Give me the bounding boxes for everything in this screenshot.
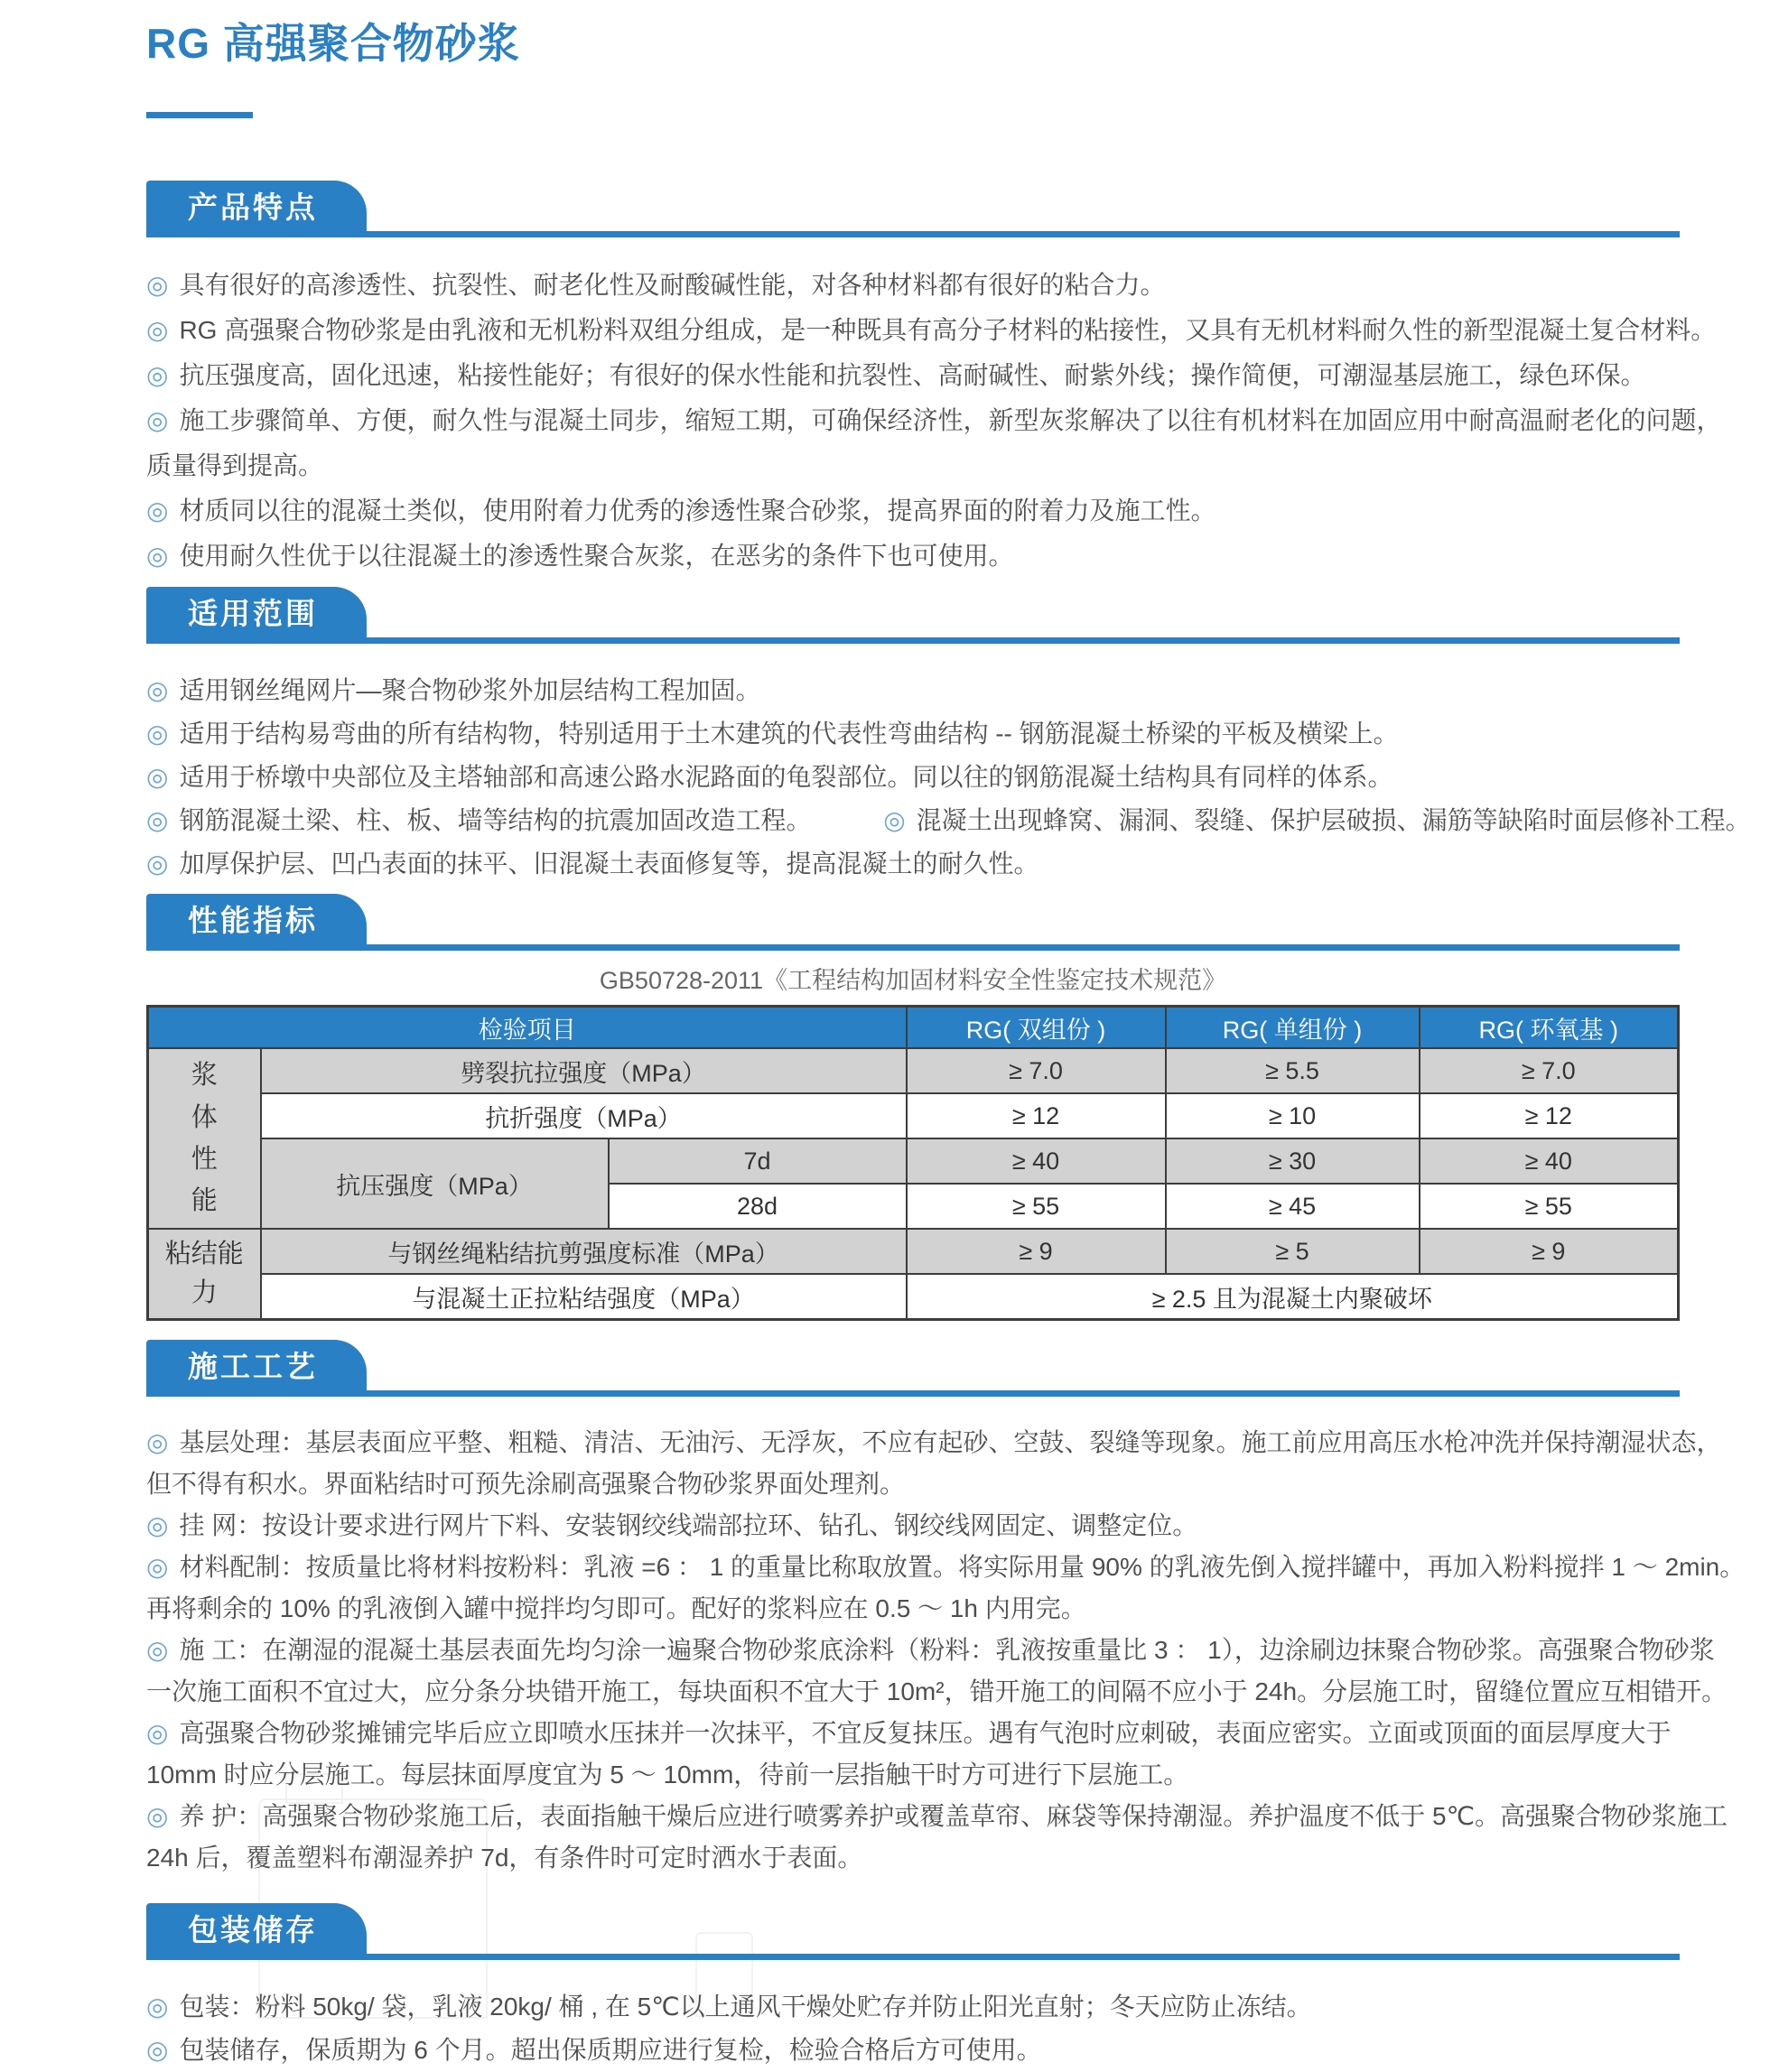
list-item-text: 施 工：在潮湿的混凝土基层表面先均匀涂一遍聚合物砂浆底涂料（粉料：乳液按重量比 3 ： 1），边涂刷边抹聚合物砂浆。高强聚合物砂浆: [179, 1636, 1715, 1664]
list-item-continuation: [146, 1754, 1680, 1796]
list-item-text: RG 高强聚合物砂浆是由乳液和无机粉料双组分组成，是一种既具有高分子材料的粘接性，又具有无机材料耐久性的新型混凝土复合材料。: [179, 316, 1717, 344]
row-label: 与混凝土正拉粘结强度（MPa）: [261, 1274, 907, 1320]
row-label: 抗折强度（MPa）: [261, 1093, 907, 1138]
section-badge-performance: 性能指标: [146, 894, 367, 951]
row-label: 劈裂抗拉强度（MPa）: [261, 1048, 907, 1093]
cell-value: ≥ 5.5: [1166, 1048, 1420, 1093]
table-row: [148, 1093, 1679, 1138]
list-item-text: 抗压强度高，固化迅速，粘接性能好；有很好的保水性能和抗裂性、高耐碱性、耐紫外线；操作简便，可潮湿基层施工，绿色环保。: [179, 361, 1646, 389]
cell-value: ≥ 55: [1420, 1184, 1679, 1229]
bullet-icon: ◎: [146, 720, 169, 748]
bullet-icon: ◎: [146, 850, 169, 878]
table-row: [148, 1229, 1679, 1274]
list-item-text: 适用于结构易弯曲的所有结构物，特别适用于土木建筑的代表性弯曲结构 -- 钢筋混凝土桥梁的平板及横梁上。: [179, 720, 1399, 748]
title-underline: [146, 112, 253, 118]
list-item: [146, 842, 1680, 886]
cell-value: ≥ 5: [1166, 1229, 1420, 1274]
cell-value: ≥ 7.0: [907, 1048, 1166, 1093]
list-item-continuation: [146, 443, 1680, 488]
section-header-scope: [146, 581, 1680, 644]
list-item-text: 再将剩余的 10% 的乳液倒入罐中搅拌均匀即可。配好的浆料应在 0.5 ～ 1h 内用完。: [146, 1594, 1086, 1622]
list-item-text: 材质同以往的混凝土类似，使用附着力优秀的渗透性聚合砂浆，提高界面的附着力及施工性。: [179, 497, 1216, 525]
table-row: [148, 1274, 1679, 1320]
bullet-icon: ◎: [146, 1636, 169, 1664]
cell-value: ≥ 9: [907, 1229, 1166, 1274]
list-item-continuation: [146, 1588, 1680, 1630]
list-item: [146, 488, 1680, 534]
list-item-text: 质量得到提高。: [146, 451, 324, 479]
list-item-text: 10mm 时应分层施工。每层抹面厚度宜为 5 ～ 10mm，待前一层指触干时方可进行下层施工。: [146, 1761, 1189, 1789]
bullet-icon: ◎: [146, 316, 169, 344]
bullet-icon: ◎: [146, 763, 169, 791]
bullet-icon: ◎: [146, 1993, 169, 2021]
section-header-bar: [146, 944, 1680, 951]
cell-value: ≥ 40: [907, 1138, 1166, 1184]
bullet-icon: ◎: [146, 361, 169, 389]
list-item-text: 包装储存，保质期为 6 个月。超出保质期应进行复检，检验合格后方可使用。: [179, 2036, 1042, 2064]
row-label-compressive: 抗压强度（MPa）: [261, 1138, 609, 1229]
scope-list: [146, 669, 1751, 886]
list-item: [146, 1796, 1728, 1837]
list-item-text: 适用钢丝绳网片—聚合物砂浆外加层结构工程加固。: [179, 676, 761, 704]
list-item-text: 施工步骤简单、方便，耐久性与混凝土同步，缩短工期，可确保经济性，新型灰浆解决了以往有机材料在加固应用中耐高温耐老化的问题，: [179, 406, 1722, 434]
list-item-text: 具有很好的高渗透性、抗裂性、耐老化性及耐酸碱性能，对各种材料都有很好的粘合力。: [179, 271, 1166, 299]
list-item-text: 基层处理：基层表面应平整、粗糙、清洁、无油污、无浮灰，不应有起砂、空鼓、裂缝等现象。施工前应用高压水枪冲洗并保持潮湿状态，: [179, 1428, 1722, 1456]
table-caption: GB50728-2011《工程结构加固材料安全性鉴定技术规范》: [599, 967, 1227, 994]
section-header-bar: [146, 637, 1680, 644]
cell-value: ≥ 9: [1420, 1229, 1679, 1274]
cell-value-merged: ≥ 2.5 且为混凝土内聚破坏: [907, 1274, 1679, 1320]
list-item: [146, 1713, 1680, 1754]
list-item: [146, 1985, 1680, 2029]
list-item: [146, 756, 1680, 799]
row-group-bond: 粘结能力: [148, 1229, 261, 1320]
cell-value: ≥ 45: [1166, 1184, 1420, 1229]
row-group-paste: 浆体性能: [148, 1048, 261, 1229]
list-item-continuation: [146, 1671, 1728, 1713]
bullet-icon: ◎: [146, 1428, 169, 1456]
list-item: [146, 1505, 1680, 1547]
list-item-text: 材料配制：按质量比将材料按粉料：乳液 =6 ： 1 的重量比称取放置。将实际用量 90% 的乳液先倒入搅拌罐中，再加入粉料搅拌 1 ～ 2min。: [179, 1553, 1746, 1581]
bullet-icon: ◎: [146, 271, 169, 299]
list-item: [146, 1547, 1746, 1588]
list-item: [146, 1422, 1722, 1463]
sub-row-label: 28d: [609, 1184, 907, 1229]
bullet-icon: ◎: [883, 806, 906, 834]
cell-value: ≥ 55: [907, 1184, 1166, 1229]
packaging-list: [146, 1985, 1680, 2072]
section-header-performance: [146, 887, 1680, 951]
list-item: [146, 1630, 1715, 1671]
process-list: [146, 1422, 1746, 1879]
sub-row-label: 7d: [609, 1138, 907, 1184]
list-item-continuation: [146, 1463, 1680, 1505]
performance-table: [146, 1005, 1680, 1321]
list-item: [146, 669, 1680, 712]
list-item-text: 适用于桥墩中央部位及主塔轴部和高速公路水泥路面的龟裂部位。同以往的钢筋混凝土结构具有同样的体系。: [179, 763, 1393, 791]
list-item-text: 使用耐久性优于以往混凝土的渗透性聚合灰浆，在恶劣的条件下也可使用。: [179, 542, 1014, 570]
cell-value: ≥ 12: [1420, 1093, 1679, 1138]
list-item-text: 混凝土出现蜂窝、漏洞、裂缝、保护层破损、漏筋等缺陷时面层修补工程。: [916, 806, 1751, 834]
list-item: [146, 308, 1717, 353]
page-title: RG 高强聚合物砂浆: [146, 20, 520, 67]
bullet-icon: ◎: [146, 406, 169, 434]
cell-value: ≥ 7.0: [1420, 1048, 1679, 1093]
list-item-double: [146, 799, 1751, 842]
features-list: [146, 263, 1722, 579]
section-badge-features: 产品特点: [146, 181, 367, 237]
table-row: [148, 1138, 1679, 1184]
section-header-process: [146, 1333, 1680, 1397]
section-header-packaging: [146, 1897, 1680, 1960]
list-item: [146, 353, 1680, 398]
list-item-text: 养 护：高强聚合物砂浆施工后，表面指触干燥后应进行喷雾养护或覆盖草帘、麻袋等保持潮湿。养护温度不低于 5℃。高强聚合物砂浆施工: [179, 1802, 1728, 1830]
col-header-rg1: RG( 单组份 ): [1166, 1007, 1420, 1049]
col-header-rg-epoxy: RG( 环氧基 ): [1420, 1007, 1679, 1049]
list-item-text: 钢筋混凝土梁、柱、板、墙等结构的抗震加固改造工程。: [179, 806, 812, 834]
list-item: [146, 2029, 1680, 2072]
list-item: [146, 398, 1722, 443]
list-item-text: 24h 后，覆盖塑料布潮湿养护 7d，有条件时可定时洒水于表面。: [146, 1844, 863, 1872]
section-header-bar: [146, 1954, 1680, 1960]
list-item: [146, 712, 1680, 756]
list-item-text: 但不得有积水。界面粘结时可预先涂刷高强聚合物砂浆界面处理剂。: [146, 1470, 906, 1498]
list-item-text: 包装：粉料 50kg/ 袋，乳液 20kg/ 桶 , 在 5℃以上通风干燥处贮存并防止阳光直射；冬天应防止冻结。: [179, 1993, 1312, 2021]
section-header-bar: [146, 231, 1680, 237]
bullet-icon: ◎: [146, 1802, 169, 1830]
bullet-icon: ◎: [146, 1511, 169, 1539]
cell-value: ≥ 30: [1166, 1138, 1420, 1184]
cell-value: ≥ 40: [1420, 1138, 1679, 1184]
list-item-text: 挂 网：按设计要求进行网片下料、安装钢绞线端部拉环、钻孔、钢绞线网固定、调整定位。: [179, 1511, 1198, 1539]
section-badge-scope: 适用范围: [146, 587, 367, 644]
list-item-text: 高强聚合物砂浆摊铺完毕后应立即喷水压抹并一次抹平，不宜反复抹压。遇有气泡时应刺破，表面应密实。立面或顶面的面层厚度大于: [179, 1719, 1672, 1747]
bullet-icon: ◎: [146, 497, 169, 525]
cell-value: ≥ 12: [907, 1093, 1166, 1138]
bullet-icon: ◎: [146, 542, 169, 570]
table-header-row: [148, 1007, 1679, 1049]
list-item-text: 加厚保护层、凹凸表面的抹平、旧混凝土表面修复等，提高混凝土的耐久性。: [179, 850, 1039, 878]
table-row: [148, 1048, 1679, 1093]
list-item: [146, 534, 1680, 579]
bullet-icon: ◎: [146, 2036, 169, 2064]
col-header-item: 检验项目: [148, 1007, 907, 1049]
bullet-icon: ◎: [146, 676, 169, 704]
list-item-text: 一次施工面积不宜过大，应分条分块错开施工，每块面积不宜大于 10m²，错开施工的间隔不应小于 24h。分层施工时，留缝位置应互相错开。: [146, 1677, 1728, 1705]
list-item-continuation: [146, 1837, 1680, 1879]
section-header-features: [146, 174, 1680, 237]
cell-value: ≥ 10: [1166, 1093, 1420, 1138]
bullet-icon: ◎: [146, 806, 169, 834]
row-label: 与钢丝绳粘结抗剪强度标准（MPa）: [261, 1229, 907, 1274]
list-item: [146, 263, 1680, 308]
section-badge-process: 施工工艺: [146, 1340, 367, 1397]
col-header-rg2: RG( 双组份 ): [907, 1007, 1166, 1049]
bullet-icon: ◎: [146, 1553, 169, 1581]
section-badge-packaging: 包装储存: [146, 1903, 367, 1960]
section-header-bar: [146, 1390, 1680, 1397]
bullet-icon: ◎: [146, 1719, 169, 1747]
